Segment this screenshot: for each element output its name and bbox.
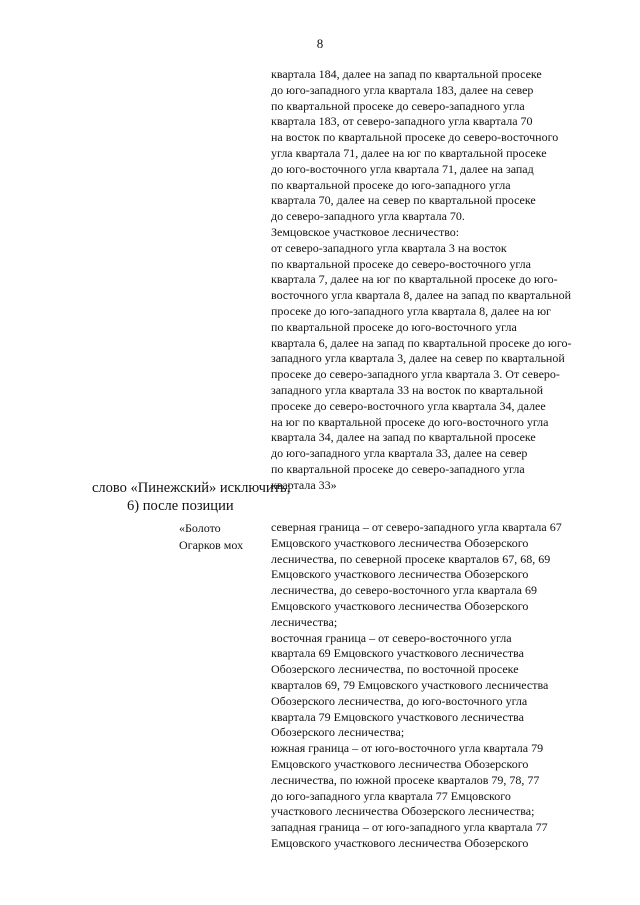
text-line: просеке до юго-западного угла квартала 8, далее на юг [271, 303, 551, 318]
text-line: лесничества, по северной просеке кварталов 67, 68, 69 [271, 551, 551, 566]
amendment-item-heading: 6) после позиции [127, 498, 234, 514]
page-number: 8 [316, 36, 324, 51]
text-line: южная граница – от юго-восточного угла квартала 79 [271, 741, 544, 756]
boundary-description-continued [271, 67, 571, 494]
text-line: квартала 184, далее на запад по квартальной просеке [271, 67, 542, 81]
text-line: западного угла квартала 3, далее на север по квартальной [271, 351, 565, 366]
text-line: квартала 79 Емцовского участкового лесничества [271, 709, 524, 724]
text-line: Емцовского участкового лесничества Обозерского [271, 835, 529, 850]
text-line: Обозерского лесничества, по восточной просеке [271, 662, 519, 677]
text-line: по квартальной просеке до юго-восточного угла [271, 319, 517, 334]
text-line: по квартальной просеке до северо-западного угла [271, 461, 525, 476]
text-line: квартала 34, далее на запад по квартальной просеке [271, 430, 536, 445]
text-line: западного угла квартала 33 на восток по квартальной [271, 382, 544, 397]
text-line: на восток по квартальной просеке до северо-восточного [271, 130, 559, 145]
text-line: западная граница – от юго-западного угла квартала 77 [271, 820, 548, 835]
text-line: на юг по квартальной просеке до юго-восточного угла [271, 414, 549, 429]
text-line: просеке до северо-восточного угла квартала 34, далее [271, 398, 546, 413]
site-name-cell [179, 520, 243, 553]
text-line: северная граница – от северо-западного угла квартала 67 [271, 520, 562, 534]
text-line: угла квартала 71, далее на юг по квартальной просеке [271, 145, 547, 160]
text-line: по квартальной просеке до юго-западного угла [271, 177, 511, 192]
text-line: Емцовского участкового лесничества Обозерского [271, 598, 529, 613]
text-line: участкового лесничества Обозерского лесничества; [271, 804, 535, 819]
text-line: до северо-западного угла квартала 70. [271, 209, 465, 224]
site-name-line: Огарков мох [179, 537, 244, 552]
text-line: Обозерского лесничества; [271, 725, 405, 740]
text-line: лесничества, до северо-восточного угла квартала 69 [271, 583, 538, 598]
site-boundary-description [271, 520, 562, 852]
text-line: Земцовское участковое лесничество: [271, 224, 460, 239]
text-line: восточного угла квартала 8, далее на запад по квартальной [271, 288, 572, 303]
text-line: Емцовского участкового лесничества Обозерского [271, 535, 529, 550]
site-name-line: «Болото [179, 521, 221, 535]
text-line: до юго-западного угла квартала 33, далее на север [271, 446, 528, 461]
amendment-paragraph: слово «Пинежский» исключить; [92, 480, 291, 496]
text-line: по квартальной просеке до северо-восточного угла [271, 256, 531, 271]
text-line: Обозерского лесничества, до юго-восточного угла [271, 693, 528, 708]
text-line: по квартальной просеке до северо-западного угла [271, 98, 525, 113]
text-line: квартала 6, далее на запад по квартальной просеке до юго- [271, 335, 572, 350]
text-line: квартала 183, от северо-западного угла квартала 70 [271, 114, 533, 129]
text-line: до юго-западного угла квартала 183, далее на север [271, 82, 534, 97]
text-line: от северо-западного угла квартала 3 на восток [271, 240, 507, 255]
text-line: квартала 33» [271, 477, 337, 492]
text-line: квартала 69 Емцовского участкового лесничества [271, 646, 524, 661]
text-line: лесничества, по южной просеке кварталов 79, 78, 77 [271, 772, 540, 787]
text-line: восточная граница – от северо-восточного угла [271, 630, 512, 645]
text-line: до юго-западного угла квартала 77 Емцовского [271, 788, 511, 803]
text-line: Емцовского участкового лесничества Обозерского [271, 756, 529, 771]
text-line: лесничества; [271, 614, 338, 629]
text-line: квартала 70, далее на север по квартальной просеке [271, 193, 536, 208]
text-line: до юго-восточного угла квартала 71, далее на запад [271, 161, 534, 176]
text-line: просеке до северо-западного угла квартала 3. От северо- [271, 367, 560, 382]
text-line: квартала 7, далее на юг по квартальной просеке до юго- [271, 272, 558, 287]
text-line: кварталов 69, 79 Емцовского участкового лесничества [271, 677, 549, 692]
text-line: Емцовского участкового лесничества Обозерского [271, 567, 529, 582]
